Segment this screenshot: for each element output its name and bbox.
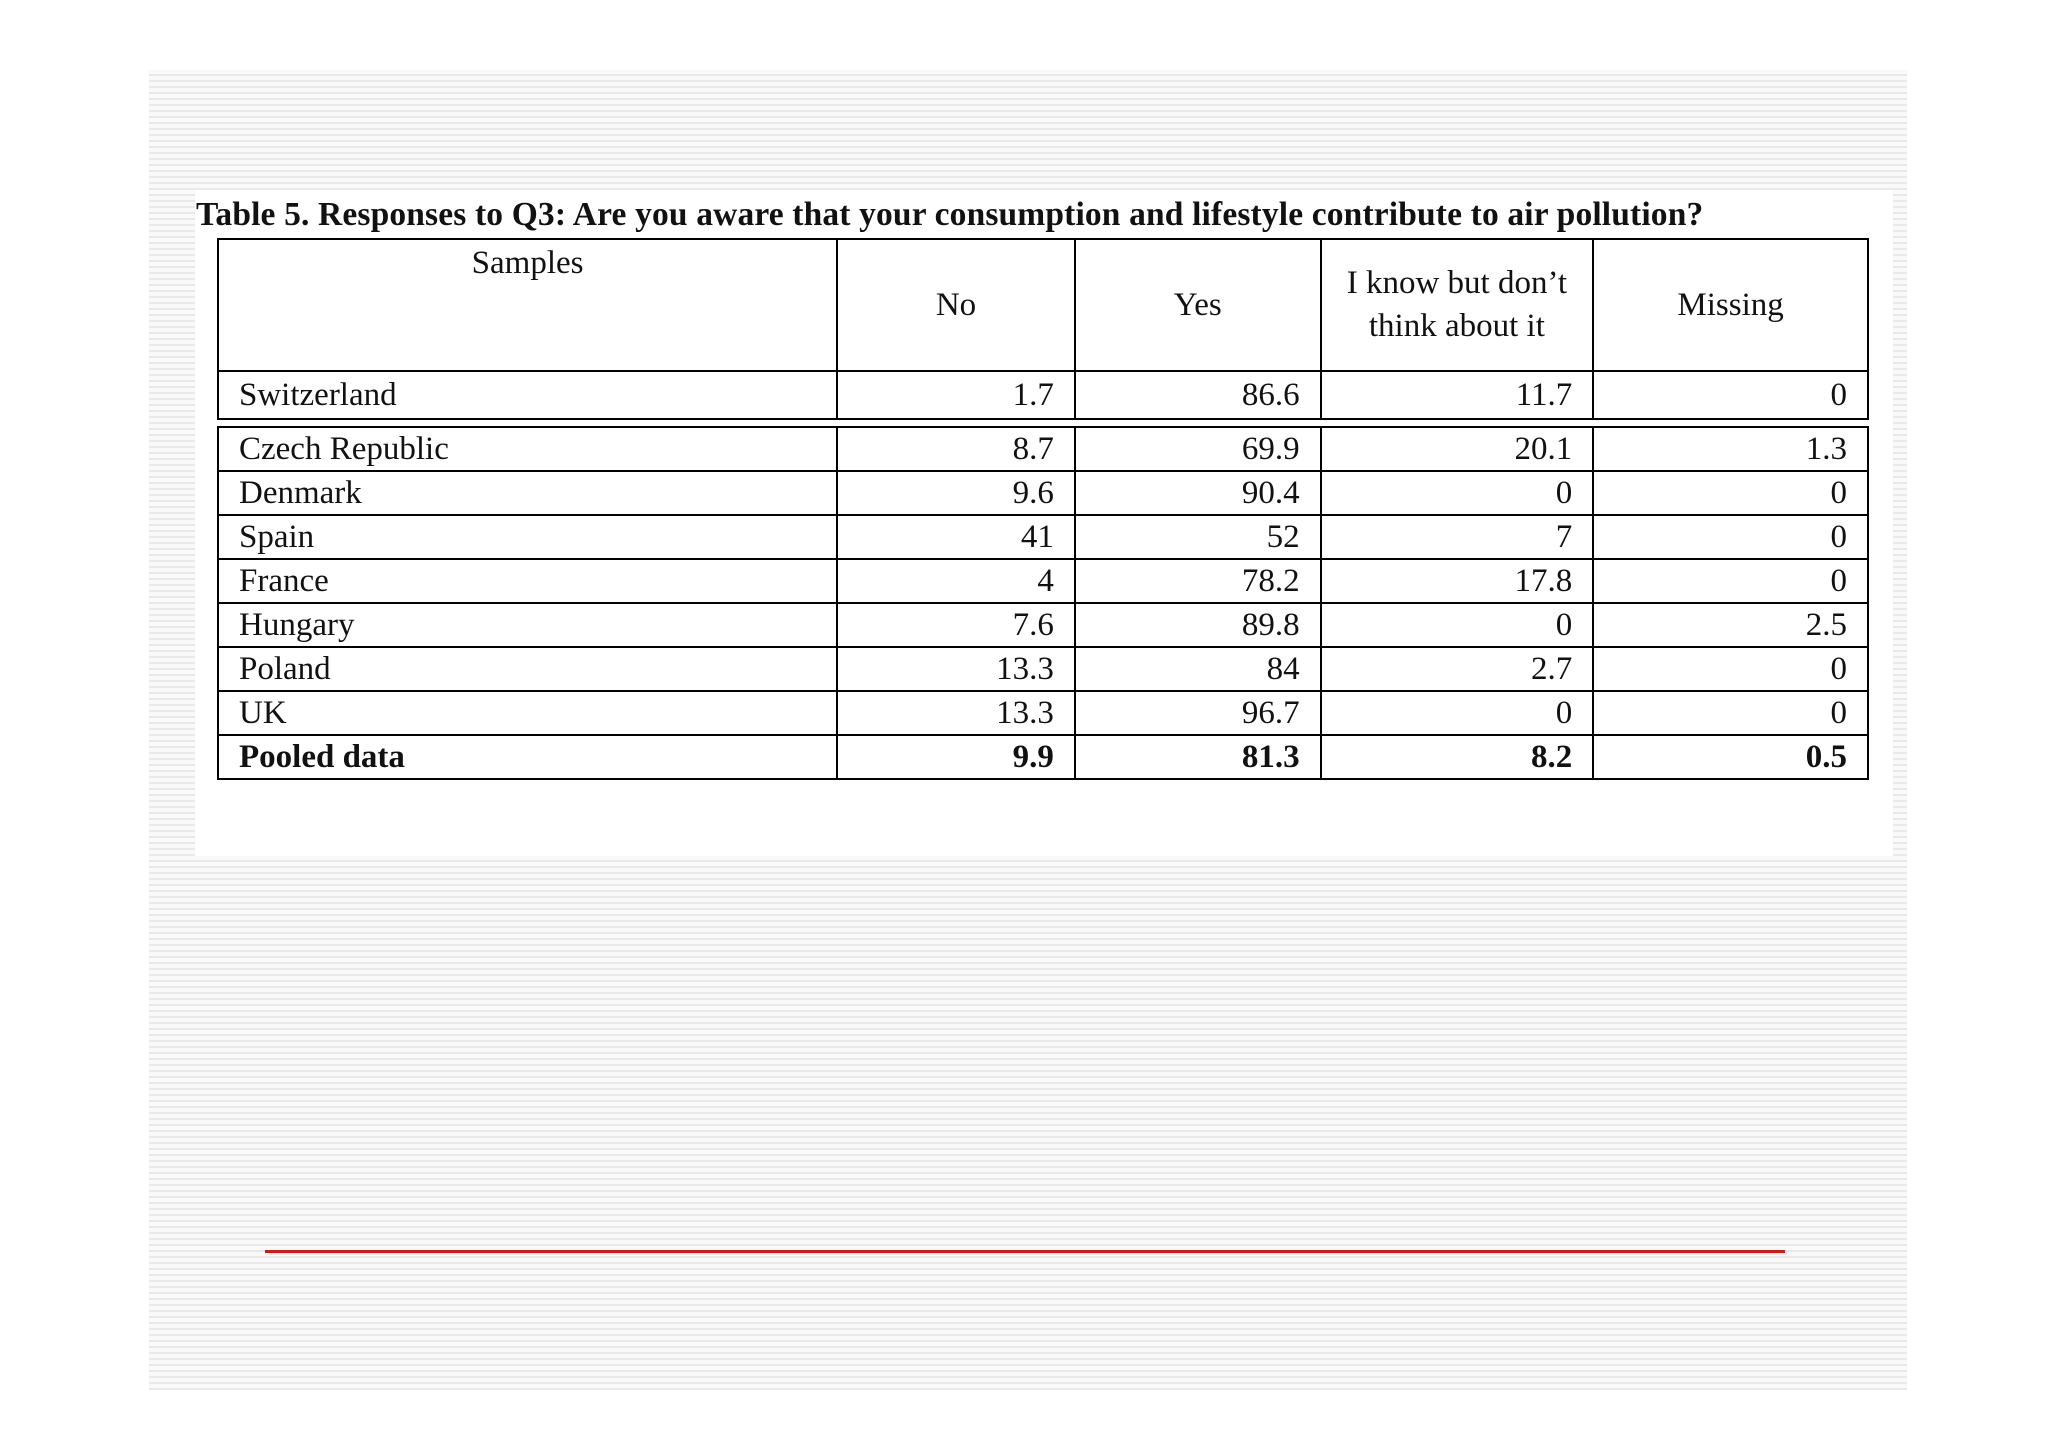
cell-sample: France xyxy=(218,559,837,603)
cell-no: 1.7 xyxy=(837,371,1075,419)
cell-know-but: 7 xyxy=(1321,515,1594,559)
cell-sample: UK xyxy=(218,691,837,735)
cell-know-but: 8.2 xyxy=(1321,735,1594,779)
cell-sample: Czech Republic xyxy=(218,427,837,471)
header-row xyxy=(218,239,1868,371)
cell-no: 13.3 xyxy=(837,647,1075,691)
gap-cell xyxy=(218,419,1868,427)
table-row xyxy=(218,371,1868,419)
cell-no: 9.9 xyxy=(837,735,1075,779)
cell-missing: 0 xyxy=(1593,559,1868,603)
cell-sample: Denmark xyxy=(218,471,837,515)
header-yes: Yes xyxy=(1075,239,1321,371)
table-row xyxy=(218,427,1868,471)
cell-yes: 96.7 xyxy=(1075,691,1321,735)
cell-missing: 0 xyxy=(1593,371,1868,419)
cell-yes: 84 xyxy=(1075,647,1321,691)
cell-know-but: 0 xyxy=(1321,471,1594,515)
cell-yes: 89.8 xyxy=(1075,603,1321,647)
table-row xyxy=(218,691,1868,735)
table-caption: Table 5. Responses to Q3: Are you aware that your consumption and lifestyle contribute to air pollution? xyxy=(196,196,1704,233)
table-row xyxy=(218,515,1868,559)
cell-sample: Poland xyxy=(218,647,837,691)
cell-sample: Hungary xyxy=(218,603,837,647)
cell-know-but: 17.8 xyxy=(1321,559,1594,603)
cell-yes: 90.4 xyxy=(1075,471,1321,515)
cell-missing: 0 xyxy=(1593,691,1868,735)
table-row xyxy=(218,559,1868,603)
cell-sample: Switzerland xyxy=(218,371,837,419)
row-gap xyxy=(218,419,1868,427)
cell-no: 4 xyxy=(837,559,1075,603)
cell-missing: 1.3 xyxy=(1593,427,1868,471)
table-row xyxy=(218,647,1868,691)
cell-know-but: 11.7 xyxy=(1321,371,1594,419)
cell-no: 41 xyxy=(837,515,1075,559)
cell-yes: 86.6 xyxy=(1075,371,1321,419)
header-know-but: I know but don’t think about it xyxy=(1321,239,1594,371)
cell-yes: 78.2 xyxy=(1075,559,1321,603)
cell-no: 9.6 xyxy=(837,471,1075,515)
cell-sample: Spain xyxy=(218,515,837,559)
cell-know-but: 2.7 xyxy=(1321,647,1594,691)
table-row xyxy=(218,603,1868,647)
header-samples: Samples xyxy=(218,239,837,371)
cell-missing: 0 xyxy=(1593,471,1868,515)
cell-missing: 2.5 xyxy=(1593,603,1868,647)
responses-table xyxy=(217,238,1869,780)
cell-know-but: 0 xyxy=(1321,603,1594,647)
header-missing: Missing xyxy=(1593,239,1868,371)
cell-no: 13.3 xyxy=(837,691,1075,735)
table-row xyxy=(218,471,1868,515)
accent-divider xyxy=(265,1250,1785,1253)
cell-yes: 81.3 xyxy=(1075,735,1321,779)
cell-missing: 0 xyxy=(1593,647,1868,691)
cell-missing: 0.5 xyxy=(1593,735,1868,779)
header-no: No xyxy=(837,239,1075,371)
cell-sample: Pooled data xyxy=(218,735,837,779)
cell-know-but: 0 xyxy=(1321,691,1594,735)
cell-know-but: 20.1 xyxy=(1321,427,1594,471)
pooled-row xyxy=(218,735,1868,779)
cell-missing: 0 xyxy=(1593,515,1868,559)
cell-yes: 52 xyxy=(1075,515,1321,559)
cell-no: 7.6 xyxy=(837,603,1075,647)
cell-yes: 69.9 xyxy=(1075,427,1321,471)
cell-no: 8.7 xyxy=(837,427,1075,471)
